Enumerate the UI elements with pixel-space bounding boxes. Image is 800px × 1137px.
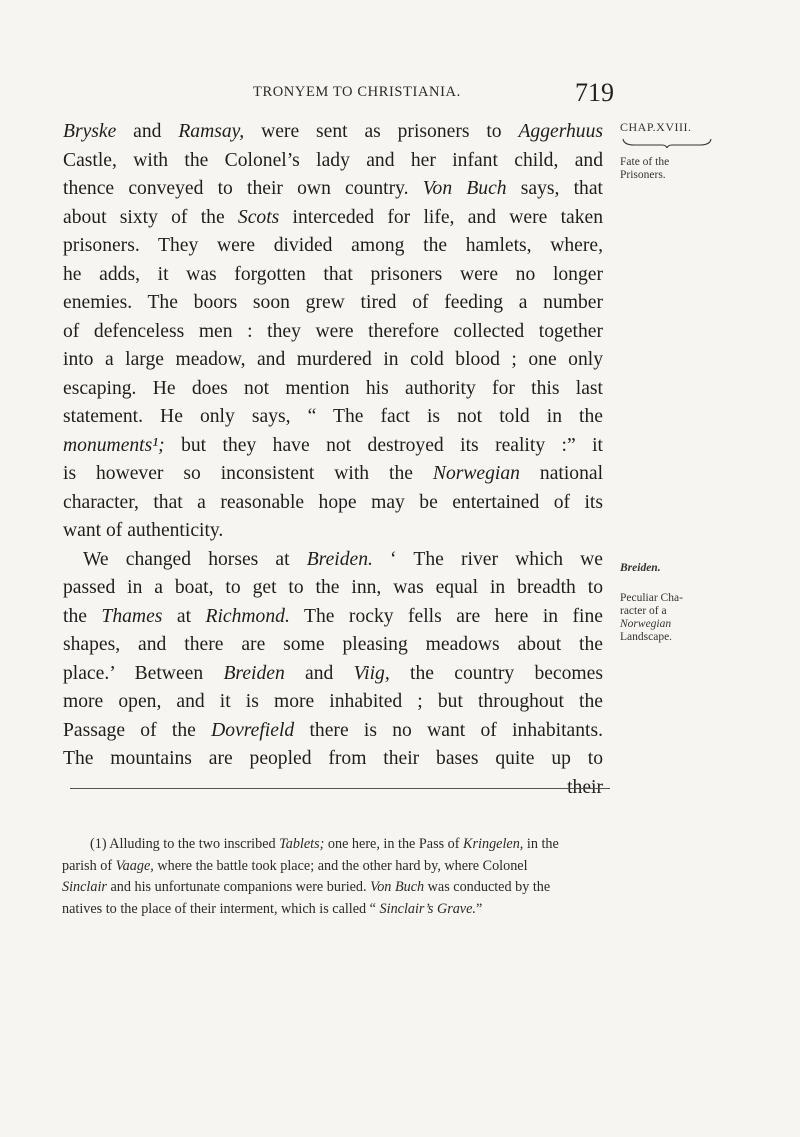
margin-note-fate [620,156,740,182]
body-text: there is no want of inhabitants. [294,719,603,741]
body-line [63,717,603,746]
body-line [63,232,603,261]
footnote-rule [70,788,610,789]
footnote-text: Tablets; [279,836,325,852]
body-text: escaping. He does not mention his authority for this last [63,377,603,399]
body-text: Von Buch [422,178,507,199]
body-text: about sixty of the [63,206,238,228]
body-text: Ramsay, [178,121,245,142]
body-text: shapes, and there are some pleasing meadows about the [63,634,603,655]
body-text: the [63,605,102,627]
body-text: Dovrefield [211,719,295,741]
body-text: Norwegian [432,463,520,484]
body-text: but they have not destroyed its reality :” it [164,434,603,456]
body-text: Breiden. [306,548,373,570]
margin-note-peculiar-line: racter of a [620,605,667,617]
body-text: statement. He only says, “ The fact is not told in the [63,406,603,427]
page-number: 719 [575,78,614,107]
body-text: interceded for life, and were taken [279,206,603,228]
margin-note-peculiar-line: Norwegian [620,618,672,630]
body-text: Passage of the [63,719,212,741]
body-line [63,147,603,176]
body-text: Viig, [353,662,390,684]
body-text: passed in a boat, to get to the inn, was equal in breadth to [63,577,603,598]
running-head [0,78,800,118]
footnote-text: in the [523,836,559,852]
body-text: Richmond. [205,605,290,627]
body-text: the country becomes [389,662,603,684]
margin-note-peculiar-line: Peculiar Cha- [620,592,683,604]
body-text: prisoners. They were divided among the hamlets, where, [63,235,603,256]
body-text: ‘ The river which we [372,548,603,570]
body-line [63,745,603,774]
body-text: says, that [506,178,603,199]
body-line [63,546,603,575]
footnote-text: parish of [62,857,116,874]
body-text: want of authenticity. [63,520,224,541]
body-line [63,318,603,347]
body-line [63,375,603,404]
body-line [63,289,603,318]
margin-brace [622,138,712,148]
body-line [63,204,603,233]
body-text: character, that a reasonable hope may be entertained of its [63,491,603,513]
body-text: national [519,463,603,484]
body-line [63,603,603,632]
footnote-text: ” [475,900,483,917]
body-text: Aggerhuus [518,121,603,142]
body-text: monuments¹; [63,434,165,456]
body-text: at [162,605,206,627]
footnote-text: where the battle took place; and the other hard by, where Colonel [153,857,528,874]
body-text: Castle, with the Colonel’s lady and her infant child, and [63,149,603,171]
body-text: he adds, it was forgotten that prisoners were no longer [63,263,603,285]
body-line [63,261,603,290]
margin-note-breiden: Breiden. [620,562,661,574]
body-text: were sent as prisoners to [244,121,519,142]
running-title: TRONYEM TO CHRISTIANIA. [253,84,461,100]
footnote-text: was conducted by the [424,879,551,895]
body-text: Scots [237,206,280,228]
footnote-text: Von Buch [370,879,425,895]
body-line [63,346,603,375]
body-line [63,489,603,518]
body-line [63,631,603,660]
footnote-line [62,899,610,921]
body-text: place.’ Between [63,662,224,684]
body-text: Thames [101,605,163,627]
margin-note-peculiar-line: Landscape. [620,631,673,643]
body-line [63,175,603,204]
footnote-text: Sinclair [62,879,107,895]
margin-chapter-label: CHAP.XVIII. [620,120,692,134]
footnote-text: one here, in the Pass of [324,836,464,852]
body-text: enemies. The boors soon grew tired of feeding a number [63,292,603,313]
footnote-text: (1) Alluding to the two inscribed [90,836,280,852]
margin-note-fate-line: Fate of the [620,156,670,168]
body-text: The rocky fells are here in fine [289,605,603,627]
footnote [62,834,610,920]
footnote-text: Vaage, [115,857,154,874]
body-text: Breiden [223,662,285,684]
body-text: into a large meadow, and murdered in cold blood ; one only [63,349,603,370]
body-text: Bryske [63,121,117,142]
body-text: more open, and it is more inhabited ; but throughout the [63,691,603,712]
body-text: is however so inconsistent with the [63,463,433,484]
footnote-line [62,877,610,899]
footnote-text: natives to the place of their interment, which is called “ [62,900,380,917]
main-text [63,118,603,802]
body-text: of defenceless men : they were therefore collected together [63,320,603,342]
body-text: and [116,121,179,142]
footnote-text: Sinclair’s Grave. [379,900,476,917]
body-text: and [284,662,354,684]
body-line [63,118,603,147]
footnote-line [62,856,610,878]
body-line [63,660,603,689]
body-line [63,574,603,603]
footnote-text: and his unfortunate companions were buried. [106,879,371,895]
body-line [63,460,603,489]
body-text: The mountains are peopled from their bases quite up to [63,748,603,769]
footnote-text: Kringelen, [463,836,524,852]
body-line [63,403,603,432]
body-line [63,517,603,546]
footnote-line [62,834,610,856]
body-line [63,432,603,461]
margin-note-fate-line: Prisoners. [620,169,666,181]
body-text: their [567,776,603,798]
margin-note-peculiar [620,592,740,644]
body-text: We changed horses at [83,548,307,570]
body-line [63,688,603,717]
body-text: thence conveyed to their own country. [63,178,423,199]
